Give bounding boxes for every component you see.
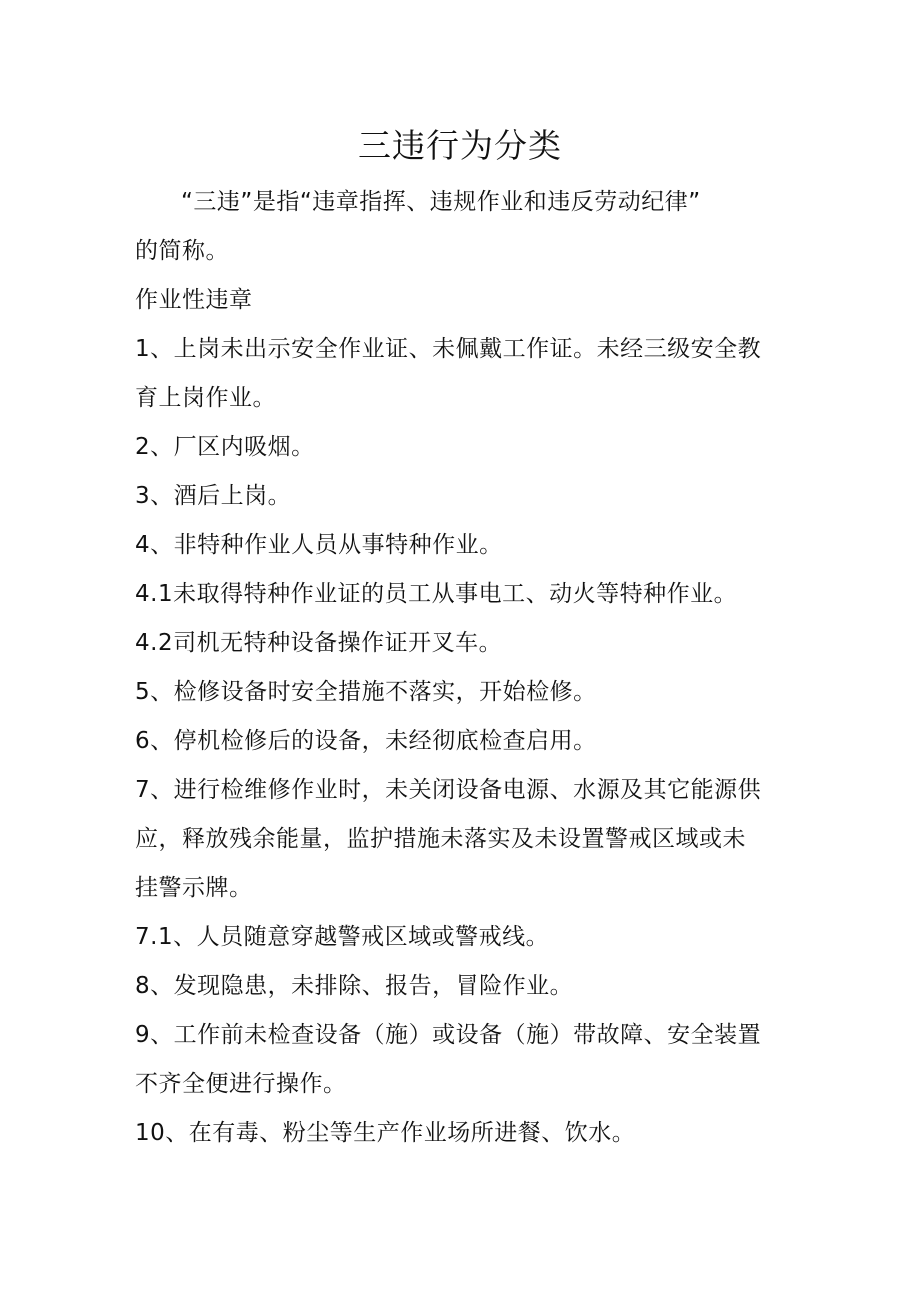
list-item: 挂警示牌。 [135, 875, 253, 901]
list-item: 5、检修设备时安全措施不落实，开始检修。 [135, 679, 597, 705]
list-item: 应，释放残余能量，监护措施未落实及未设置警戒区域或未 [135, 826, 746, 852]
list-item: 4.2司机无特种设备操作证开叉车。 [135, 630, 503, 656]
list-item: 3、酒后上岗。 [135, 483, 292, 509]
list-item: 不齐全便进行操作。 [135, 1071, 347, 1097]
list-item: 育上岗作业。 [135, 385, 276, 411]
list-item: 9、工作前未检查设备（施）或设备（施）带故障、安全装置 [135, 1022, 762, 1048]
list-item: 7.1、人员随意穿越警戒区域或警戒线。 [135, 924, 550, 950]
list-item: 6、停机检修后的设备，未经彻底检查启用。 [135, 728, 597, 754]
list-item: 7、进行检维修作业时，未关闭设备电源、水源及其它能源供 [135, 777, 762, 803]
list-item: 4.1未取得特种作业证的员工从事电工、动火等特种作业。 [135, 581, 738, 607]
intro-line-2: 的简称。 [135, 238, 229, 264]
list-item: 1、上岗未出示安全作业证、未佩戴工作证。未经三级安全教 [135, 336, 762, 362]
section-heading: 作业性违章 [135, 287, 253, 313]
list-item: 4、非特种作业人员从事特种作业。 [135, 532, 503, 558]
intro-line-1: “三违”是指“违章指挥、违规作业和违反劳动纪律” [181, 189, 701, 215]
list-item: 2、厂区内吸烟。 [135, 434, 315, 460]
list-item: 10、在有毒、粉尘等生产作业场所进餐、饮水。 [135, 1120, 636, 1146]
document-title: 三违行为分类 [358, 126, 562, 165]
list-item: 8、发现隐患，未排除、报告，冒险作业。 [135, 973, 574, 999]
